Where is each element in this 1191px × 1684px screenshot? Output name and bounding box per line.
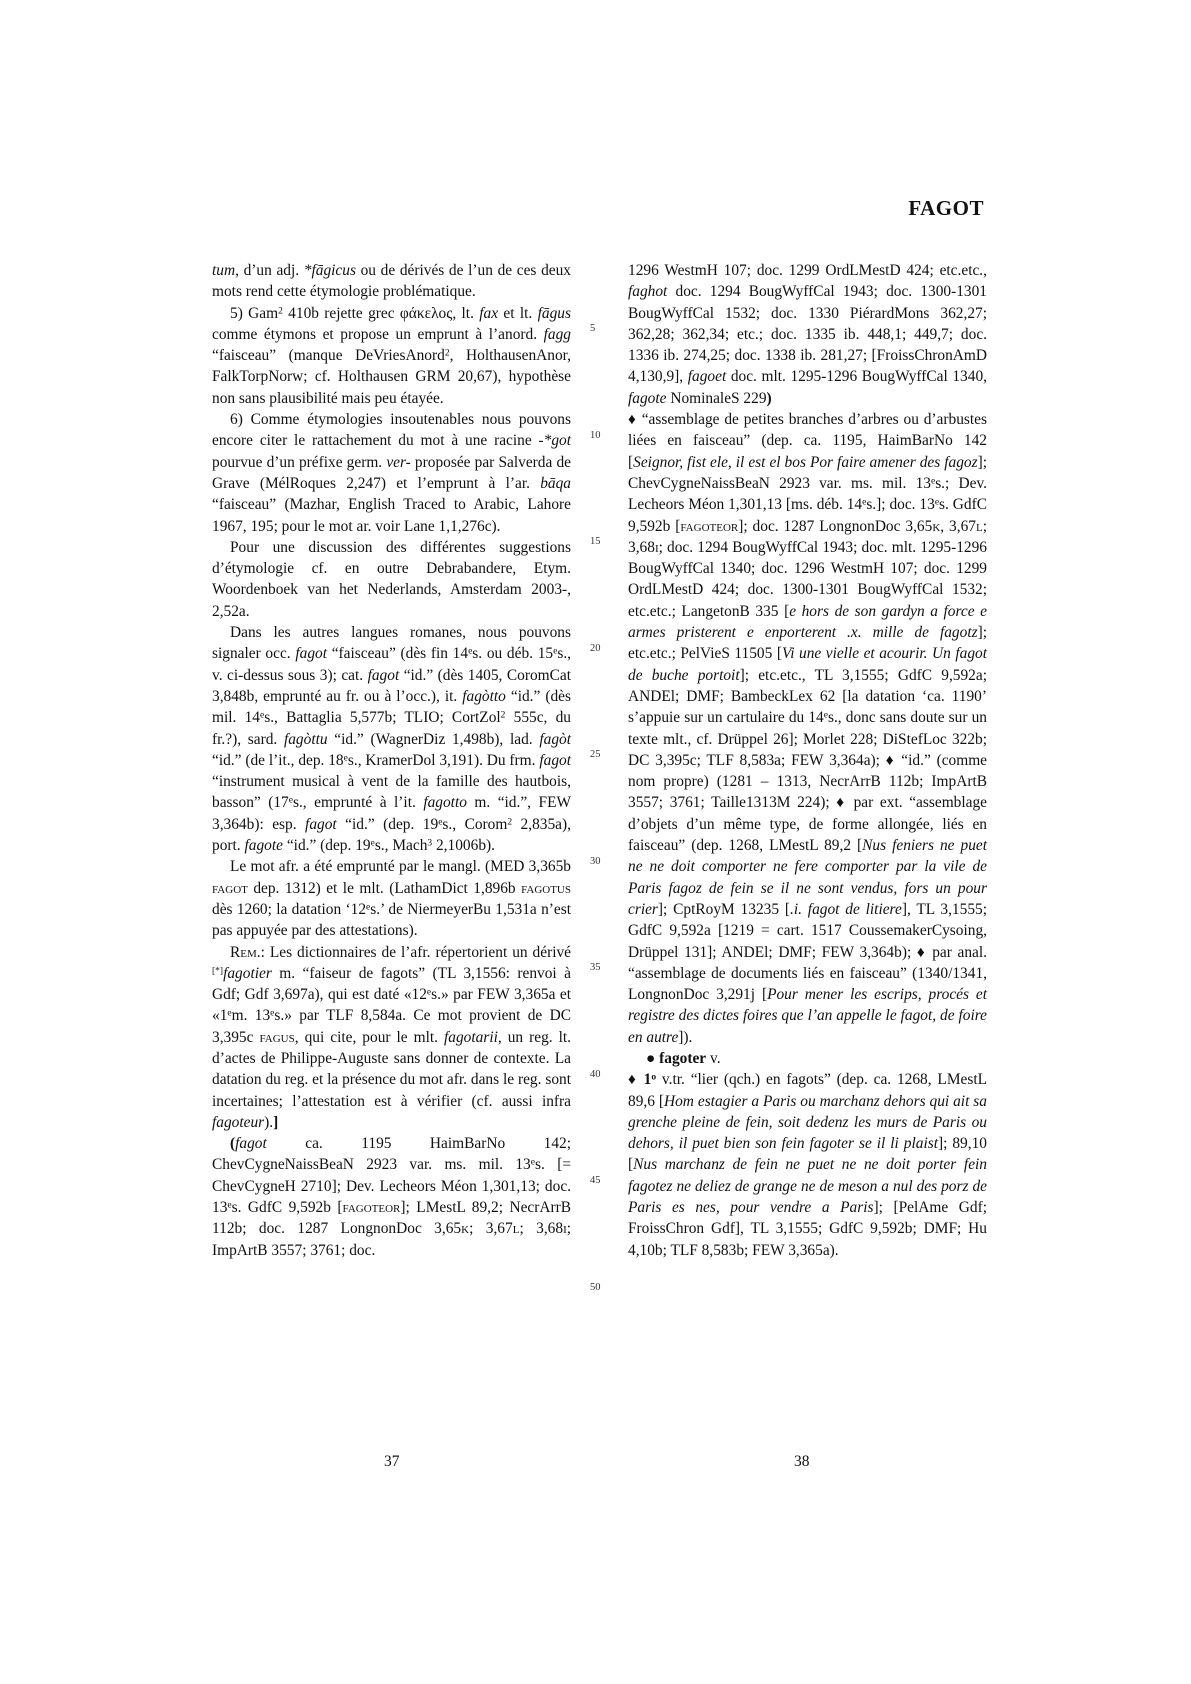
line-number: 45 [590, 1175, 601, 1186]
paragraph: Dans les autres langues romanes, nous pouvons signaler occ. fagot “faisceau” (dès fin 14es. ou déb. 15es., v. ci-dessus sous 3); cat. fagot “id.” (dès 1405, CoromCat 3,848b, emprunté au fr. ou à l’occ.), it. fagòtto “id.” (dès mil. 14es., Battaglia 5,577b; TLIO; CortZol$^2$ 555c, du fr.?), sard. fagòttu “id.” (WagnerDiz 1,498b), lad. fagòt “id.” (de l’it., dep. 18es., KramerDol 3,191). Du frm. fagot “instrument musical à vent de la famille des hautbois, basson” (17es., emprunté à l’it. fagotto m. “id.”, FEW 3,364b): esp. fagot “id.” (dep. 19es., Corom$^2$ 2,835a), port. fagote “id.” (dep. 19es., Mach$^3$ 2,1006b). [212, 624, 572, 855]
line-number: 50 [590, 1282, 601, 1293]
right-column [628, 260, 987, 1261]
paragraph: Le mot afr. a été emprunté par le mangl. (MED 3,365b fagot dep. 1312) et le mlt. (LathamDict 1,896b fagotus dès 1260; la datation ‘12es.’ de NiermeyerBu 1,531a n’est pas appuyée par des attestations). [212, 858, 571, 940]
line-number: 5 [590, 323, 596, 334]
line-number: 40 [590, 1069, 601, 1080]
attestations-paragraph: (fagot ca. 1195 HaimBarNo 142; ChevCygneNaissBeaN 2923 var. ms. mil. 13es. [= ChevCygneH 2710]; Dev. Lecheors Méon 1,301,13; doc. 13es. GdfC 9,592b [fagoteor]; LMestL 89,2; NecrArrB 112b; doc. 1287 LongnonDoc 3,65k; 3,67l; 3,68i; ImpArtB 3557; 3761; doc. [212, 1135, 572, 1259]
line-number: 25 [590, 749, 601, 760]
subentry-heading: ● fagoter v. [646, 1049, 721, 1067]
running-head: FAGOT [908, 196, 984, 220]
line-number: 30 [590, 856, 601, 867]
diamond-icon: ♦ [628, 1071, 638, 1089]
diamond-icon: ♦ [836, 794, 847, 812]
sense-paragraph: ♦ 1$^o$ v.tr. “lier (qch.) en fagots” (dep. ca. 1268, LMestL 89,6 [Hom estagier a Paris ou marchanz dehors qui ait sa grenche pleine de fein, soit dedenz les murs de Paris ou dehors, il puet bien son fein fagoter se il li plaist]; 89,10 [Nus marchanz de fein ne puet ne ne doit porter fein fagotez ne deliez de grange ne de meson a nul des porz de Paris es nes, pour vendre a Paris]; [PelAme Gdf; FroissChron Gdf], TL 3,1555; GdfC 9,592b; DMF; Hu 4,10b; TLF 8,583b; FEW 3,365a). [628, 1071, 987, 1259]
line-number: 35 [590, 962, 601, 973]
diamond-icon: ♦ [885, 751, 896, 769]
line-number: 15 [590, 536, 601, 547]
page-number-left: 37 [384, 1453, 400, 1470]
paragraph: tum, d’un adj. *fāgicus ou de dérivés de l’un de ces deux mots rend cette étymologie problématique. [212, 262, 571, 301]
page-number-right: 38 [794, 1453, 810, 1470]
bullet-icon: ● [646, 1049, 656, 1067]
line-number: 10 [590, 430, 601, 441]
attestations-paragraph: 1296 WestmH 107; doc. 1299 OrdLMestD 424; etc.etc., faghot doc. 1294 BougWyffCal 1943; doc. 1300-1301 BougWyffCal 1532; doc. 1330 PiérardMons 362,27; 362,28; 362,34; etc.; doc. 1335 ib. 448,1; 449,7; doc. 1336 ib. 274,25; doc. 1338 ib. 281,27; [FroissChronAmD 4,130,9], fagoet doc. mlt. 1295-1296 BougWyffCal 1340, fagote NominaleS 229) [628, 262, 987, 407]
sense-paragraph: ♦ “assemblage de petites branches d’arbres ou d’arbustes liées en faisceau” (dep. ca. 1195, HaimBarNo 142 [Seignor, fist ele, il est el bos Por faire amener des fagoz]; ChevCygneNaissBeaN 2923 var. ms. mil. 13es.; Dev. Lecheors Méon 1,301,13 [ms. déb. 14es.]; doc. 13es. GdfC 9,592b [fagoteor]; doc. 1287 LongnonDoc 3,65k, 3,67l; 3,68i; doc. 1294 BougWyffCal 1943; doc. mlt. 1295-1296 BougWyffCal 1340; doc. 1296 WestmH 107; doc. 1299 OrdLMestD 424; doc. 1300-1301 BougWyffCal 1532; etc.etc.; LangetonB 335 [e hors de son gardyn a force e armes pristerent e enporterent .x. mille de fagotz]; etc.etc.; PelVieS 11505 [Vi une vielle et acourir. Un fagot de buche portoit]; etc.etc., TL 3,1555; GdfC 9,592a; ANDEl; DMF; BambeckLex 62 [la datation ‘ca. 1190’ s’appuie sur un cartulaire du 14es., donc sans doute sur un texte mlt., cf. Drüppel 26]; Morlet 228; DiStefLoc 322b; DC 3,395c; TLF 8,583a; FEW 3,364a); ♦ “id.” (comme nom propre) (1281 – 1313, NecrArrB 112b; ImpArtB 3557; 3761; Taille1313M 224); ♦ par ext. “assemblage d’objets d’un même type, de forme allongée, liés en faisceau” (dep. 1268, LMestL 89,2 [Nus feniers ne puet ne ne doit comporter ne fere comporter par la vile de Paris fagoz de fein se il ne sont vendus, fors un pour crier]; CptRoyM 13235 [.i. fagot de litiere], TL 3,1555; GdfC 9,592a [1219 = cart. 1517 CoussemakerCysoing, Drüppel 131]; ANDEl; DMF; FEW 3,364b); ♦ par anal. “assemblage de documents liés en faisceau” (1340/1341, LongnonDoc 3,291j [Pour mener les escrips, procés et registre des dictes foires que l’an appelle le fagot, de foire en autre]). [628, 411, 988, 1046]
left-column [212, 260, 571, 1261]
paragraph: 5) Gam$^2$ 410b rejette grec φάκελος, lt. fax et lt. fāgus comme étymons et propose un emprunt à l’anord. fagg “faisceau” (manque DeVriesAnord$^2$, HolthausenAnor, FalkTorpNorw; cf. Holthausen GRM 20,67), hypothèse non sans plausibilité mais peu étayée. [212, 304, 571, 407]
line-number: 20 [590, 643, 601, 654]
diamond-icon: ♦ [916, 943, 927, 961]
remark-paragraph: Rem.: Les dictionnaires de l’afr. répertorient un dérivé [*]fagotier m. “faiseur de fagots” (TL 3,1556: renvoi à Gdf; Gdf 3,697a), qui est daté «12es.» par FEW 3,365a et «1em. 13es.» par TLF 8,584a. Ce mot provient de DC 3,395c fagus, qui cite, pour le mlt. fagotarii, un reg. lt. d’actes de Philippe-Auguste sans donner de contexte. La datation du reg. et la présence du mot afr. dans le reg. sont incertaines; l’attestation est à vérifier (cf. aussi infra fagoteur).] [212, 943, 572, 1131]
diamond-icon: ♦ [628, 411, 637, 429]
paragraph: Pour une discussion des différentes suggestions d’étymologie cf. en outre Debrabandere, Etym. Woordenboek van het Nederlands, Amsterdam 2003-, 2,52a. [212, 538, 571, 620]
paragraph: 6) Comme étymologies insoutenables nous pouvons encore citer le rattachement du mot à une racine -*got pourvue d’un préfixe germ. ver- proposée par Salverda de Grave (MélRoques 2,247) et l’emprunt à l’ar. bāqa “faisceau” (Mazhar, English Traced to Arabic, Lahore 1967, 195; pour le mot ar. voir Lane 1,1,276c). [212, 411, 571, 535]
